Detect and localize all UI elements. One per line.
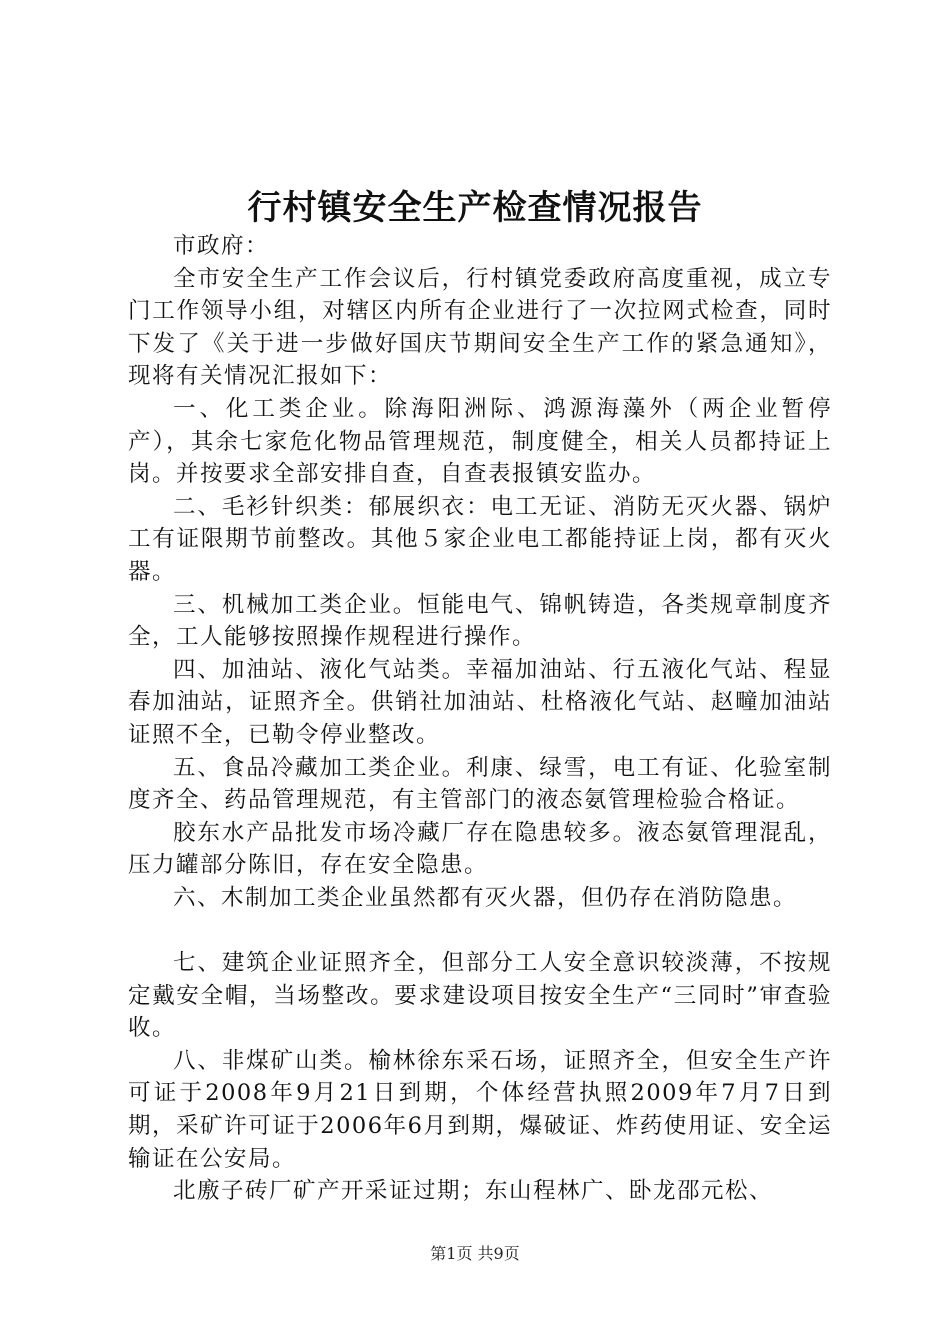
salutation: 市政府： [173, 233, 270, 259]
paragraph-brickworks: 北廒子砖厂矿产开采证过期；东山程林广、卧龙邵元松、 [173, 1178, 774, 1205]
paragraph-seafood-market: 胶东水产品批发市场冷藏厂存在隐患较多。液态氨管理混乱，压力罐部分陈旧，存在安全隐患。 [128, 819, 832, 879]
blank-line [128, 914, 832, 947]
paragraph-gas-stations: 四、加油站、液化气站类。幸福加油站、行五液化气站、程显春加油站，证照齐全。供销社加油站、杜格液化气站、赵疃加油站证照不全，已勒令停业整改。 [128, 656, 832, 748]
paragraph-intro: 全市安全生产工作会议后，行村镇党委政府高度重视，成立专门工作领导小组，对辖区内所有企业进行了一次拉网式检查，同时下发了《关于进一步做好国庆节期间安全生产工作的紧急通知》，现将有关情况汇报如下： [128, 265, 832, 390]
paragraph-chemical: 一、化工类企业。除海阳洲际、鸿源海藻外（两企业暂停产），其余七家危化物品管理规范，制度健全，相关人员都持证上岗。并按要求全部安排自查，自查表报镇安监办。 [128, 395, 832, 488]
paragraph-wood-processing: 六、木制加工类企业虽然都有灭火器，但仍存在消防隐患。 [173, 884, 798, 911]
paragraph-non-coal-mining: 八、非煤矿山类。榆林徐东采石场，证照齐全，但安全生产许可证于2008年9月21日到期，个体经营执照2009年7月7日到期，采矿许可证于2006年6月到期，爆破证、炸药使用证、安全运输证在公安局。 [128, 1047, 832, 1172]
paragraph-machinery: 三、机械加工类企业。恒能电气、锦帆铸造，各类规章制度齐全，工人能够按照操作规程进行操作。 [128, 591, 832, 651]
document-title: 行村镇安全生产检查情况报告 [247, 188, 703, 228]
document-body [128, 230, 832, 1208]
paragraph-knitwear: 二、毛衫针织类：郁展织衣：电工无证、消防无灭火器、锅炉工有证限期节前整改。其他５家企业电工都能持证上岗，都有灭火器。 [128, 493, 832, 585]
paragraph-construction: 七、建筑企业证照齐全，但部分工人安全意识较淡薄，不按规定戴安全帽，当场整改。要求建设项目按安全生产“三同时”审查验收。 [128, 950, 832, 1042]
page-footer: 第1页 共9页 [430, 1244, 520, 1263]
paragraph-food-cold-storage: 五、食品冷藏加工类企业。利康、绿雪，电工有证、化验室制度齐全、药品管理规范，有主管部门的液态氨管理检验合格证。 [128, 754, 832, 814]
